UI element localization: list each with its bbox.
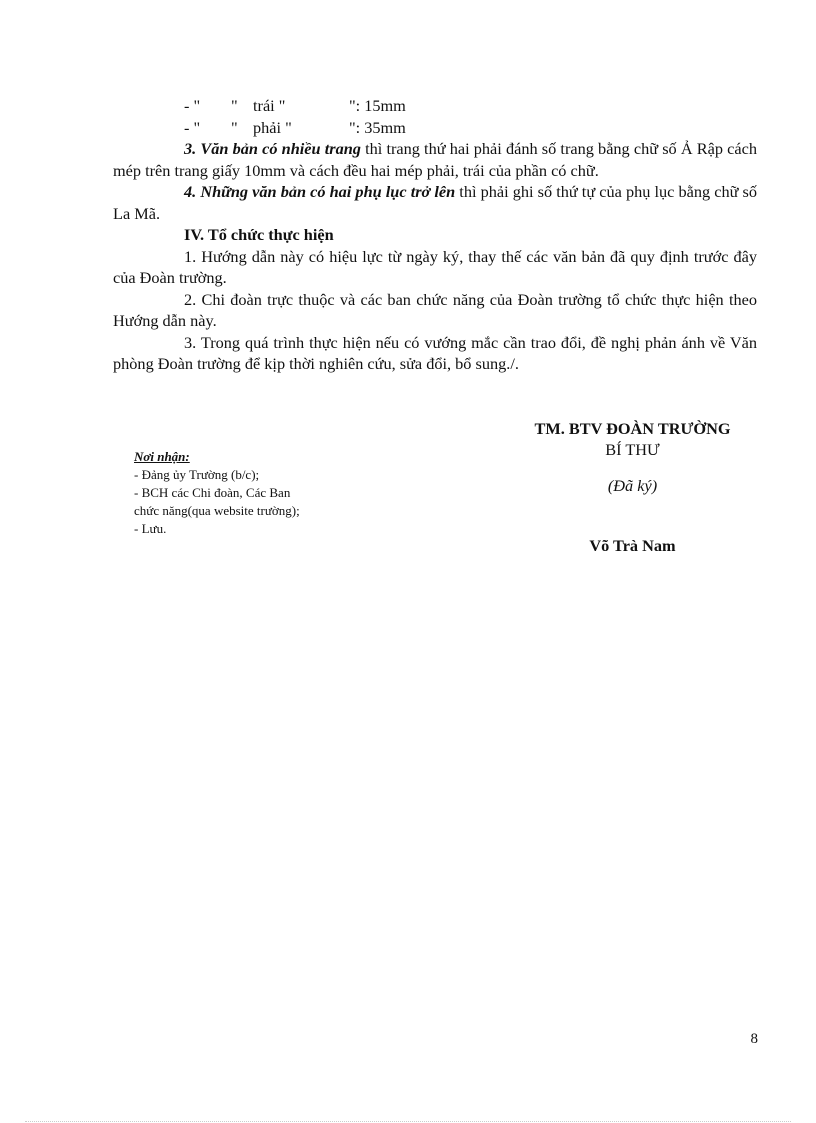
recipient-line: - Đảng ủy Trường (b/c); <box>134 467 260 482</box>
section-heading: IV. Tổ chức thực hiện <box>184 225 334 244</box>
signer-name: Võ Trà Nam <box>589 536 676 555</box>
item-3-lead: 3. Văn bản có nhiều trang <box>184 139 361 158</box>
recipients-block <box>134 448 369 538</box>
item-3-text: thì trang thứ hai phải đánh số trang bằng chữ số Ả Rập cách mép trên trang giấy 10mm và cách đều hai mép phải, trái của phần có chữ. <box>113 139 758 180</box>
page-number: 8 <box>750 1031 758 1047</box>
margin-right-line: - " " phải " ": 35mm <box>184 117 406 137</box>
item-3-paragraph <box>113 138 757 181</box>
signature-block <box>505 418 760 556</box>
section-paragraph-2: 2. Chi đoàn trực thuộc và các ban chức năng của Đoàn trường tổ chức thực hiện theo Hướng dẫn này. <box>113 289 757 330</box>
recipients-title: Nơi nhận: <box>134 449 190 464</box>
signature-org: TM. BTV ĐOÀN TRƯỜNG <box>534 419 731 438</box>
signature-role: BÍ THƯ <box>605 440 660 459</box>
item-4-text: thì phải ghi số thứ tự của phụ lục bằng chữ số La Mã. <box>113 182 757 223</box>
recipient-line: chức năng(qua website trường); <box>134 503 300 518</box>
document-body <box>113 95 757 375</box>
recipient-line: - Lưu. <box>134 521 167 536</box>
section-paragraph-3: 3. Trong quá trình thực hiện nếu có vướng mắc cần trao đổi, đề nghị phản ánh về Văn phòng Đoàn trường để kịp thời nghiên cứu, sửa đổi, bổ sung./. <box>113 332 757 373</box>
margin-left-line: - " " trái " ": 15mm <box>184 96 406 115</box>
item-4-lead: 4. Những văn bản có hai phụ lục trở lên <box>184 182 456 201</box>
page-bottom-divider <box>25 1121 791 1122</box>
signature-signed-note: (Đã ký) <box>607 476 658 495</box>
section-paragraph-1: 1. Hướng dẫn này có hiệu lực từ ngày ký, thay thế các văn bản đã quy định trước đây của Đoàn trường. <box>113 246 757 287</box>
recipient-line: - BCH các Chi đoàn, Các Ban <box>134 485 291 500</box>
item-4-paragraph <box>113 181 757 224</box>
